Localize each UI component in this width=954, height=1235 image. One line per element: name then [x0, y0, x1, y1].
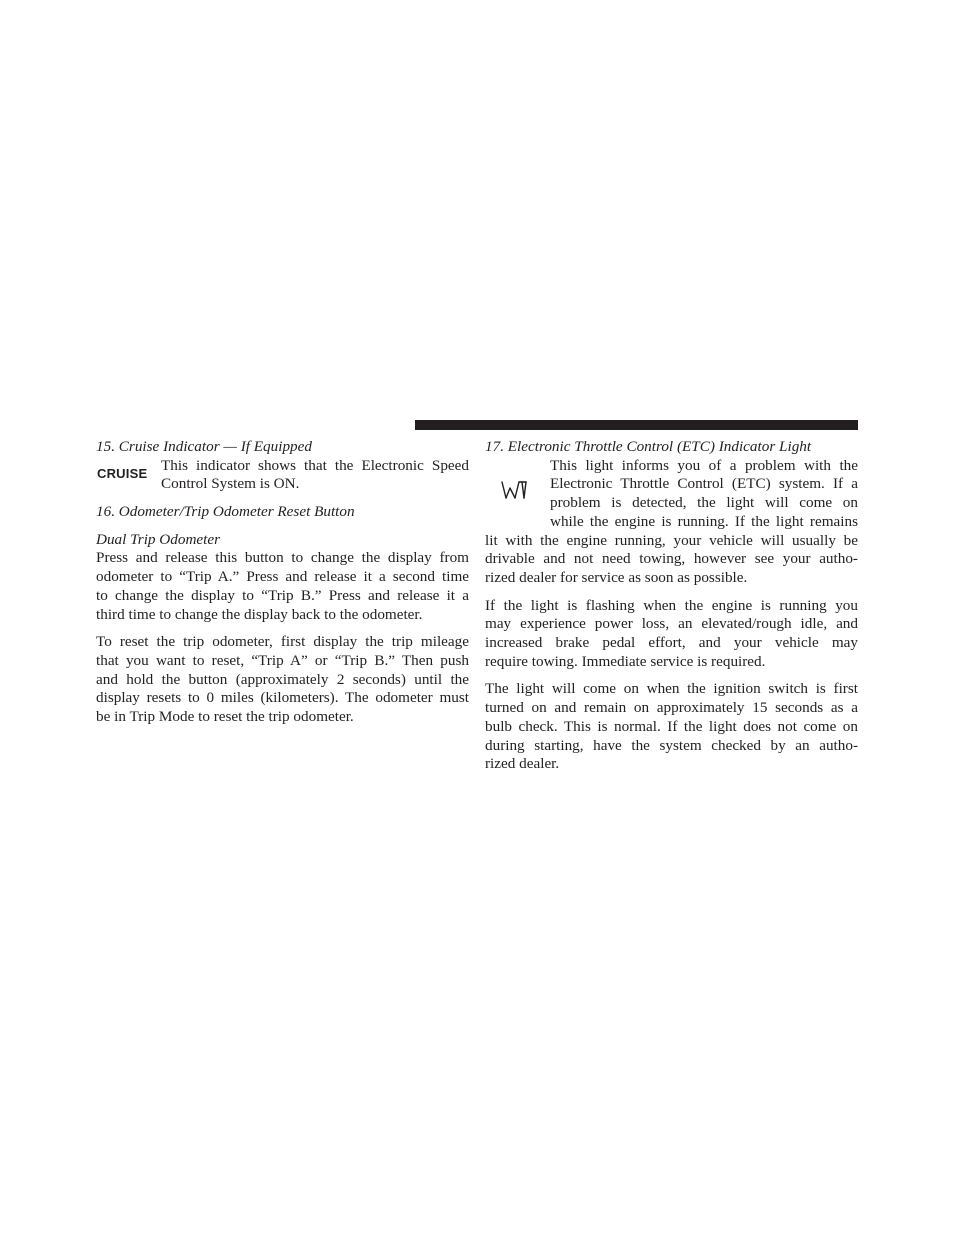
text-line: This light informs you of a problem with the	[550, 456, 858, 474]
section-17-heading: 17. Electronic Throttle Control (ETC) Indicator Light	[485, 438, 812, 455]
text-line: If the light is flashing when the engine is running you	[485, 596, 858, 614]
text-line: problem is detected, the light will come on	[550, 494, 858, 512]
text-line: require towing. Immediate service is required.	[485, 652, 766, 670]
spacer	[96, 494, 469, 503]
spacer	[96, 624, 469, 633]
text-line: rized dealer.	[485, 755, 560, 773]
text-line: turned on and remain on approximately 15 seconds as a	[485, 699, 858, 717]
cruise-indicator-icon: CRUISE	[97, 465, 148, 481]
text-line: and hold the button (approximately 2 seconds) until the	[96, 670, 469, 688]
text-line: odometer to “Trip A.” Press and release it a second time	[96, 568, 469, 586]
etc-paragraph-bulb-check	[485, 680, 858, 774]
text-line: to change the display to “Trip B.” Press and release it a	[96, 586, 469, 604]
dual-trip-odometer-subheading: Dual Trip Odometer	[96, 530, 221, 548]
etc-indicator-block	[485, 457, 858, 588]
text-line: bulb check. This is normal. If the light does not come on	[485, 717, 858, 735]
section-16-heading: 16. Odometer/Trip Odometer Reset Button	[96, 503, 355, 521]
text-line: may experience power loss, an elevated/rough idle, and	[485, 615, 858, 633]
text-line: lit with the engine running, your vehicle will usually be	[485, 531, 858, 549]
etc-throttle-icon	[500, 479, 528, 501]
dual-trip-paragraph-2	[96, 633, 469, 727]
section-header-bar	[415, 420, 858, 430]
text-line: This indicator shows that the Electronic Speed	[161, 456, 469, 474]
right-column	[485, 438, 858, 774]
text-line: rized dealer for service as soon as possible.	[485, 568, 748, 586]
etc-paragraph-flashing	[485, 597, 858, 672]
text-line: that you want to reset, “Trip A” or “Trip B.” Then push	[96, 651, 469, 669]
section-15-heading: 15. Cruise Indicator — If Equipped	[96, 438, 312, 455]
text-line: Press and release this button to change the display from	[96, 549, 469, 567]
left-column	[96, 438, 469, 727]
text-line: while the engine is running. If the light remains	[550, 512, 858, 530]
text-line: Electronic Throttle Control (ETC) system. If a	[550, 475, 858, 493]
spacer	[96, 522, 469, 531]
text-line: be in Trip Mode to reset the trip odometer.	[96, 708, 354, 726]
text-line: The light will come on when the ignition switch is first	[485, 680, 858, 698]
cruise-indicator-block	[96, 457, 469, 494]
spacer	[485, 671, 858, 680]
cruise-indicator-description	[161, 457, 469, 494]
text-line: increased brake pedal effort, and your vehicle may	[485, 634, 858, 652]
text-line: To reset the trip odometer, first display the trip mileage	[96, 633, 469, 651]
text-line: Control System is ON.	[161, 475, 300, 493]
etc-description-continued	[485, 532, 858, 588]
text-line: during starting, have the system checked by an autho-	[485, 736, 858, 754]
spacer	[485, 588, 858, 597]
etc-description-indented	[550, 457, 858, 532]
text-line: display resets to 0 miles (kilometers). The odometer must	[96, 689, 469, 707]
text-line: drivable and not need towing, however see your autho-	[485, 550, 858, 568]
dual-trip-paragraph-1	[96, 549, 469, 624]
text-line: third time to change the display back to the odometer.	[96, 605, 423, 623]
